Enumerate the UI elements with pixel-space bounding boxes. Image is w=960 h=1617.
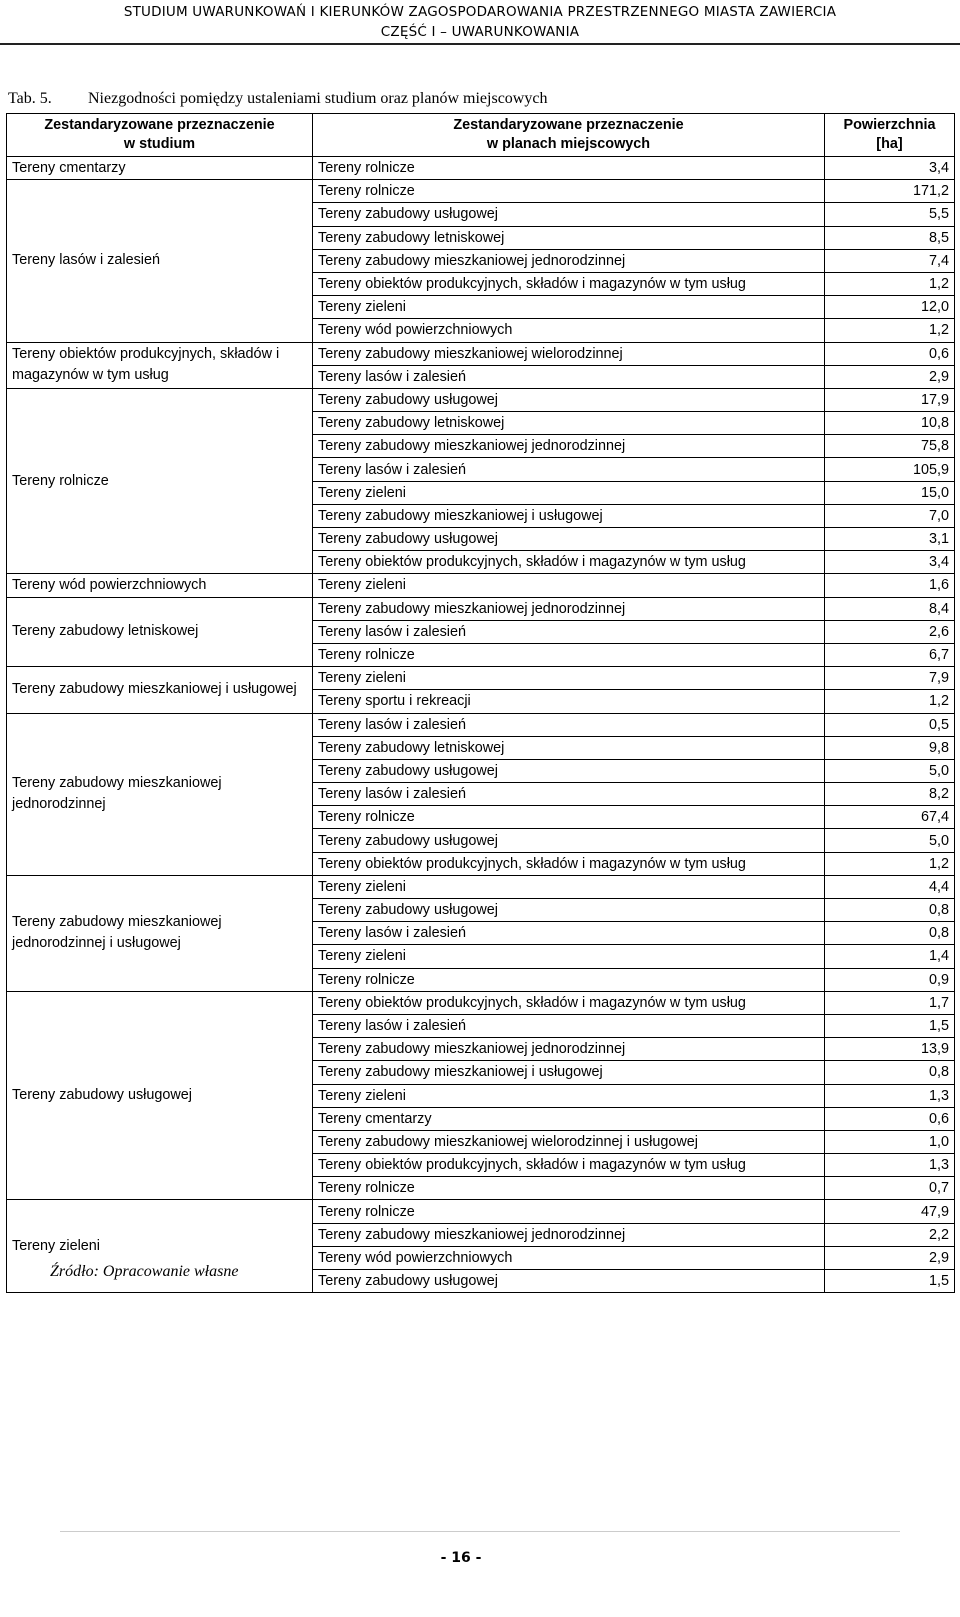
table-row <box>7 597 955 620</box>
page-number: - 16 - <box>440 1550 482 1566</box>
area-cell: 1,2 <box>825 852 955 875</box>
plan-category-cell: Tereny zieleni <box>313 1084 825 1107</box>
plan-category-cell: Tereny sportu i rekreacji <box>313 690 825 713</box>
area-cell: 1,3 <box>825 1084 955 1107</box>
plan-category-cell: Tereny zabudowy usługowej <box>313 759 825 782</box>
plan-category-cell: Tereny zieleni <box>313 296 825 319</box>
table-row <box>7 342 955 365</box>
plan-category-cell: Tereny zabudowy usługowej <box>313 388 825 411</box>
area-cell: 1,2 <box>825 319 955 342</box>
area-cell: 7,9 <box>825 667 955 690</box>
table-row <box>7 875 955 898</box>
table-number: Tab. 5. <box>8 90 52 107</box>
area-cell: 105,9 <box>825 458 955 481</box>
area-cell: 3,4 <box>825 157 955 180</box>
plan-category-cell: Tereny rolnicze <box>313 643 825 666</box>
table-row <box>7 180 955 203</box>
plan-category-cell: Tereny zabudowy usługowej <box>313 829 825 852</box>
plan-category-cell: Tereny rolnicze <box>313 157 825 180</box>
plan-category-cell: Tereny zieleni <box>313 945 825 968</box>
plan-category-cell: Tereny zabudowy mieszkaniowej i usługowej <box>313 1061 825 1084</box>
area-cell: 0,6 <box>825 342 955 365</box>
studium-category-cell: Tereny zabudowy usługowej <box>7 991 313 1200</box>
area-cell: 2,9 <box>825 1246 955 1269</box>
area-cell: 2,6 <box>825 620 955 643</box>
area-cell: 7,4 <box>825 249 955 272</box>
area-cell: 3,1 <box>825 528 955 551</box>
area-cell: 1,5 <box>825 1014 955 1037</box>
table-title <box>8 89 547 109</box>
table-row <box>7 1200 955 1223</box>
plan-category-cell: Tereny rolnicze <box>313 1200 825 1223</box>
plan-category-cell: Tereny zabudowy mieszkaniowej jednorodzinnej <box>313 435 825 458</box>
area-cell: 0,5 <box>825 713 955 736</box>
plan-category-cell: Tereny zabudowy mieszkaniowej jednorodzinnej <box>313 1223 825 1246</box>
studium-category-cell: Tereny zabudowy mieszkaniowej jednorodzinnej <box>7 713 313 875</box>
column-header-area: Powierzchnia [ha] <box>825 114 955 157</box>
plan-category-cell: Tereny zabudowy mieszkaniowej jednorodzinnej <box>313 1038 825 1061</box>
area-cell: 17,9 <box>825 388 955 411</box>
area-cell: 2,9 <box>825 365 955 388</box>
studium-category-cell: Tereny zabudowy mieszkaniowej i usługowej <box>7 667 313 713</box>
source-note: Źródło: Opracowanie własne <box>50 1263 239 1280</box>
area-cell: 0,7 <box>825 1177 955 1200</box>
plan-category-cell: Tereny lasów i zalesień <box>313 783 825 806</box>
plan-category-cell: Tereny obiektów produkcyjnych, składów i magazynów w tym usług <box>313 852 825 875</box>
plan-category-cell: Tereny wód powierzchniowych <box>313 1246 825 1269</box>
plan-category-cell: Tereny lasów i zalesień <box>313 458 825 481</box>
area-cell: 15,0 <box>825 481 955 504</box>
area-cell: 1,7 <box>825 991 955 1014</box>
area-cell: 47,9 <box>825 1200 955 1223</box>
area-cell: 9,8 <box>825 736 955 759</box>
studium-category-cell: Tereny rolnicze <box>7 388 313 574</box>
plan-category-cell: Tereny zabudowy mieszkaniowej jednorodzinnej <box>313 249 825 272</box>
plan-category-cell: Tereny cmentarzy <box>313 1107 825 1130</box>
plan-category-cell: Tereny obiektów produkcyjnych, składów i magazynów w tym usług <box>313 272 825 295</box>
header-rule <box>0 43 960 45</box>
column-header-studium: Zestandaryzowane przeznaczenie w studium <box>7 114 313 157</box>
studium-category-cell: Tereny zabudowy letniskowej <box>7 597 313 667</box>
studium-category-cell: Tereny zieleni <box>7 1200 313 1293</box>
plan-category-cell: Tereny zabudowy usługowej <box>313 203 825 226</box>
area-cell: 1,3 <box>825 1154 955 1177</box>
area-cell: 4,4 <box>825 875 955 898</box>
area-cell: 3,4 <box>825 551 955 574</box>
plan-category-cell: Tereny lasów i zalesień <box>313 713 825 736</box>
plan-category-cell: Tereny lasów i zalesień <box>313 1014 825 1037</box>
header-line-1: STUDIUM UWARUNKOWAŃ I KIERUNKÓW ZAGOSPODAROWANIA PRZESTRZENNEGO MIASTA ZAWIERCIA <box>123 4 837 20</box>
plan-category-cell: Tereny zabudowy usługowej <box>313 1270 825 1293</box>
area-cell: 1,2 <box>825 690 955 713</box>
plan-category-cell: Tereny rolnicze <box>313 1177 825 1200</box>
plan-category-cell: Tereny zabudowy usługowej <box>313 899 825 922</box>
area-cell: 7,0 <box>825 504 955 527</box>
area-cell: 0,8 <box>825 922 955 945</box>
area-cell: 171,2 <box>825 180 955 203</box>
table-row <box>7 667 955 690</box>
table-row <box>7 713 955 736</box>
plan-category-cell: Tereny zabudowy letniskowej <box>313 736 825 759</box>
area-cell: 1,0 <box>825 1130 955 1153</box>
area-cell: 8,5 <box>825 226 955 249</box>
studium-category-cell: Tereny cmentarzy <box>7 157 313 180</box>
plan-category-cell: Tereny zabudowy mieszkaniowej wielorodzinnej i usługowej <box>313 1130 825 1153</box>
plan-category-cell: Tereny lasów i zalesień <box>313 620 825 643</box>
plan-category-cell: Tereny zabudowy mieszkaniowej i usługowej <box>313 504 825 527</box>
running-header <box>0 0 960 48</box>
studium-category-cell: Tereny wód powierzchniowych <box>7 574 313 597</box>
area-cell: 1,2 <box>825 272 955 295</box>
plan-category-cell: Tereny zabudowy mieszkaniowej wielorodzinnej <box>313 342 825 365</box>
area-cell: 2,2 <box>825 1223 955 1246</box>
studium-category-cell: Tereny zabudowy mieszkaniowej jednorodzinnej i usługowej <box>7 875 313 991</box>
table-row <box>7 157 955 180</box>
area-cell: 0,8 <box>825 1061 955 1084</box>
plan-category-cell: Tereny zieleni <box>313 574 825 597</box>
table-caption: Niezgodności pomiędzy ustaleniami studium oraz planów miejscowych <box>88 90 548 107</box>
area-cell: 0,8 <box>825 899 955 922</box>
plan-category-cell: Tereny zieleni <box>313 481 825 504</box>
area-cell: 5,0 <box>825 829 955 852</box>
plan-category-cell: Tereny zieleni <box>313 667 825 690</box>
footer-rule <box>60 1531 900 1532</box>
table-row <box>7 991 955 1014</box>
table-body <box>7 157 955 1293</box>
column-header-plan: Zestandaryzowane przeznaczenie w planach miejscowych <box>313 114 825 157</box>
table-header-row <box>7 114 955 157</box>
plan-category-cell: Tereny obiektów produkcyjnych, składów i magazynów w tym usług <box>313 991 825 1014</box>
plan-category-cell: Tereny obiektów produkcyjnych, składów i magazynów w tym usług <box>313 1154 825 1177</box>
studium-category-cell: Tereny lasów i zalesień <box>7 180 313 342</box>
area-cell: 1,4 <box>825 945 955 968</box>
area-cell: 13,9 <box>825 1038 955 1061</box>
area-cell: 8,2 <box>825 783 955 806</box>
discrepancy-table <box>6 113 955 1293</box>
area-cell: 75,8 <box>825 435 955 458</box>
area-cell: 12,0 <box>825 296 955 319</box>
plan-category-cell: Tereny wód powierzchniowych <box>313 319 825 342</box>
area-cell: 8,4 <box>825 597 955 620</box>
studium-category-cell: Tereny obiektów produkcyjnych, składów i magazynów w tym usług <box>7 342 313 388</box>
area-cell: 10,8 <box>825 412 955 435</box>
table-row <box>7 574 955 597</box>
plan-category-cell: Tereny rolnicze <box>313 968 825 991</box>
plan-category-cell: Tereny zabudowy letniskowej <box>313 226 825 249</box>
area-cell: 67,4 <box>825 806 955 829</box>
area-cell: 5,0 <box>825 759 955 782</box>
plan-category-cell: Tereny obiektów produkcyjnych, składów i magazynów w tym usług <box>313 551 825 574</box>
plan-category-cell: Tereny zabudowy letniskowej <box>313 412 825 435</box>
plan-category-cell: Tereny zieleni <box>313 875 825 898</box>
area-cell: 5,5 <box>825 203 955 226</box>
plan-category-cell: Tereny rolnicze <box>313 180 825 203</box>
plan-category-cell: Tereny zabudowy usługowej <box>313 528 825 551</box>
area-cell: 1,5 <box>825 1270 955 1293</box>
table-row <box>7 388 955 411</box>
area-cell: 0,9 <box>825 968 955 991</box>
plan-category-cell: Tereny lasów i zalesień <box>313 922 825 945</box>
plan-category-cell: Tereny lasów i zalesień <box>313 365 825 388</box>
plan-category-cell: Tereny rolnicze <box>313 806 825 829</box>
area-cell: 1,6 <box>825 574 955 597</box>
plan-category-cell: Tereny zabudowy mieszkaniowej jednorodzinnej <box>313 597 825 620</box>
area-cell: 0,6 <box>825 1107 955 1130</box>
header-line-2: CZĘŚĆ I – UWARUNKOWANIA <box>380 24 580 40</box>
area-cell: 6,7 <box>825 643 955 666</box>
